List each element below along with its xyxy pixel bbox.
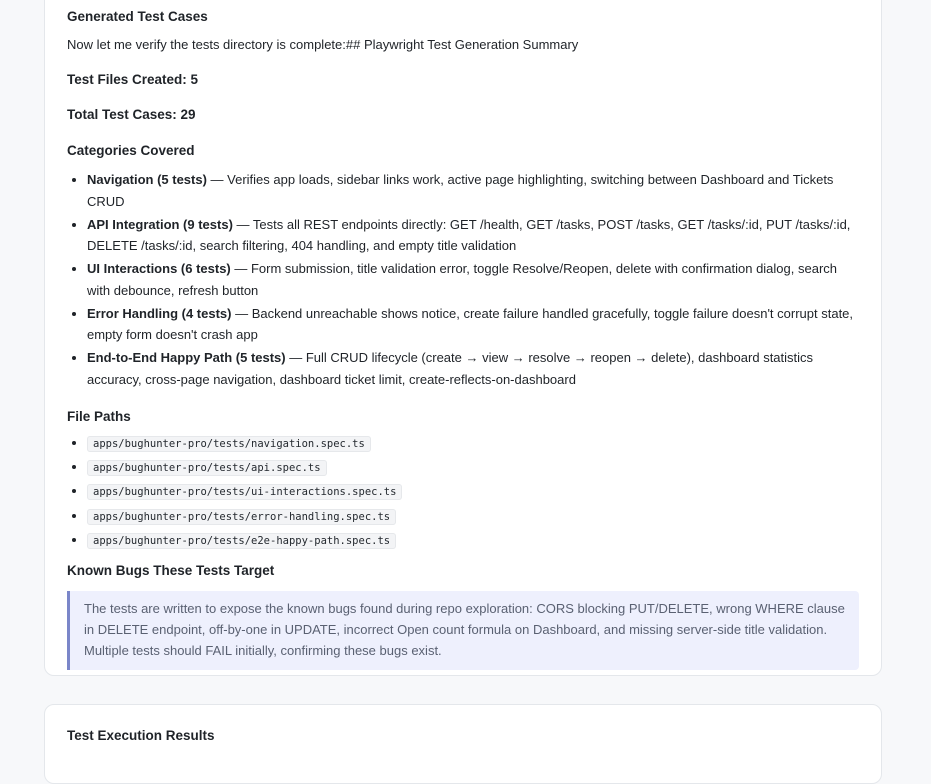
category-name: API Integration (9 tests) [87,216,233,232]
known-bugs-heading: Known Bugs These Tests Target [67,562,275,578]
list-item [87,458,859,477]
category-name: UI Interactions (6 tests) [87,261,231,276]
category-description: — Form submission, title validation error, toggle Resolve/Reopen, delete with confirmation dialog, search with debounce, refresh button [87,261,838,298]
category-name: Navigation (5 tests) [87,172,207,187]
file-path-code: apps/bughunter-pro/tests/ui-interactions.spec.ts [87,484,402,500]
file-path-code: apps/bughunter-pro/tests/navigation.spec.ts [87,436,371,452]
list-item [87,214,859,257]
test-execution-results-heading: Test Execution Results [67,728,215,743]
category-description: — Tests all REST endpoints directly: GET /health, GET /tasks, POST /tasks, GET /tasks/:id, PUT /tasks/:id, DELETE /tasks/:id, search filtering, 404 handling, and empty title validation [87,216,851,253]
categories-heading: Categories Covered [67,143,195,158]
category-name: End-to-End Happy Path (5 tests) [87,350,286,365]
category-name: Error Handling (4 tests) [87,305,232,321]
category-description: — Full CRUD lifecycle (create → view → resolve → reopen → delete), dashboard statistics accuracy, cross-page navigation, dashboard ticket limit, create-reflects-on-dashboard [87,350,814,387]
summary-intro-text: Now let me verify the tests directory is complete:## Playwright Test Generation Summary [67,37,579,52]
test-files-created: Test Files Created: 5 [67,72,199,87]
file-path-code: apps/bughunter-pro/tests/error-handling.spec.ts [87,509,396,525]
file-path-code: apps/bughunter-pro/tests/e2e-happy-path.spec.ts [87,533,396,549]
category-description: — Verifies app loads, sidebar links work, active page highlighting, switching between Dashboard and Tickets CRUD [87,172,834,209]
list-item [87,303,859,346]
list-item [87,531,859,550]
list-item [87,482,859,501]
list-item [87,258,859,301]
file-path-code: apps/bughunter-pro/tests/api.spec.ts [87,460,327,476]
test-execution-card [44,704,882,784]
list-item [87,169,859,212]
known-bugs-note: The tests are written to expose the known bugs found during repo exploration: CORS blocking PUT/DELETE, wrong WHERE clause in DELETE endpoint, off-by-one in UPDATE, incorrect Open count formula on Dashboard, and missing server-side title validation. Multiple tests should FAIL initially, confirming these bugs exist. [67,591,859,670]
file-paths-list [67,434,859,550]
categories-list [67,169,859,390]
total-test-cases: Total Test Cases: 29 [67,107,196,122]
generated-test-cases-heading: Generated Test Cases [67,9,208,24]
category-description: — Backend unreachable shows notice, create failure handled gracefully, toggle failure doesn't corrupt state, empty form doesn't crash app [87,305,854,342]
file-paths-heading: File Paths [67,409,131,424]
list-item [87,507,859,526]
list-item [87,434,859,453]
list-item [87,347,859,390]
test-generation-card [44,0,882,676]
